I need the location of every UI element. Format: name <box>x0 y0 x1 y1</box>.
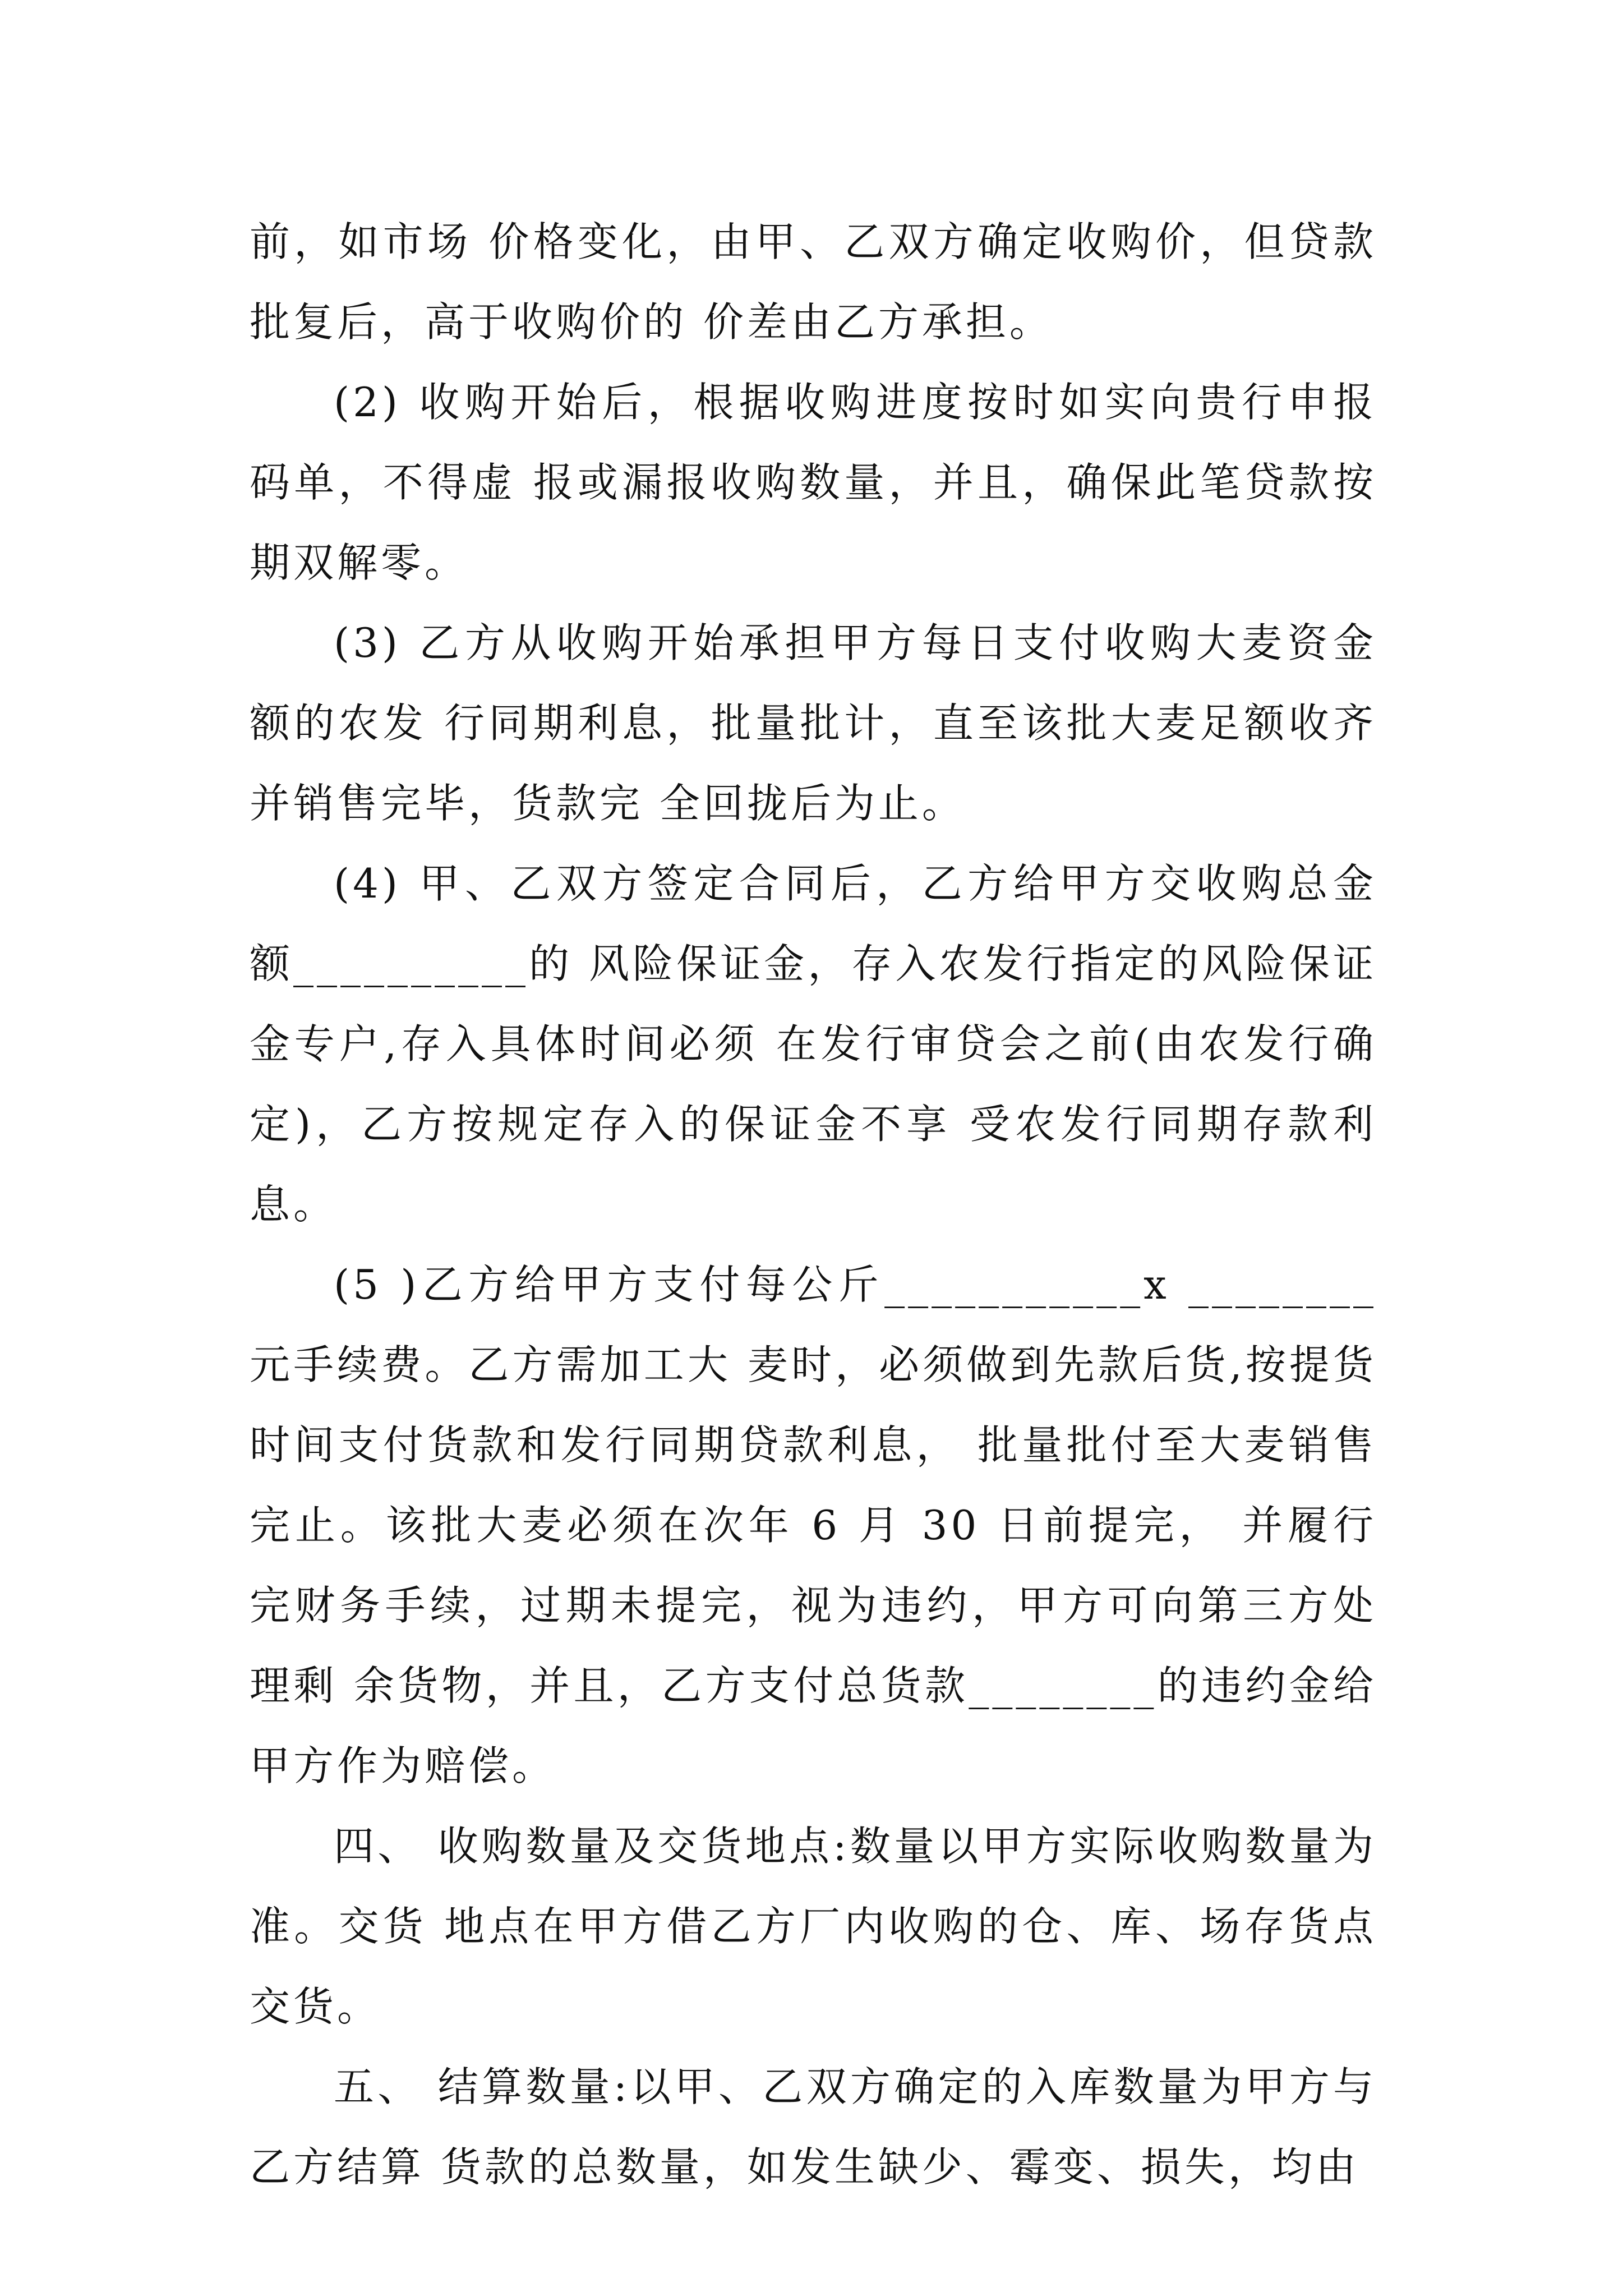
paragraph-section-4: 四、 收购数量及交货地点:数量以甲方实际收购数量为准。交货 地点在甲方借乙方厂内收购的仓、库、场存货点交货。 <box>250 1823 1377 2030</box>
paragraph-price-change: 前，如市场 价格变化，由甲、乙双方确定收购价，但贷款批复后，高于收购价的 价差由乙方承担。 <box>250 218 1377 346</box>
paragraph-clause-4: (4) 甲、乙双方签定合同后，乙方给甲方交收购总金额__________的 风险保证金，存入农发行指定的风险保证金专户,存入具体时间必须 在发行审贷会之前(由农发行确定)，乙方按规定存入的保证金不享 受农发行同期存款利息。 <box>250 860 1377 1228</box>
paragraph-section-5: 五、 结算数量:以甲、乙双方确定的入库数量为甲方与乙方结算 货款的总数量，如发生缺少、霉变、损失，均由 <box>250 2063 1377 2191</box>
paragraph-clause-3: (3) 乙方从收购开始承担甲方每日支付收购大麦资金额的农发 行同期利息，批量批计，直至该批大麦足额收齐并销售完毕，货款完 全回拢后为止。 <box>250 619 1377 827</box>
paragraph-clause-5: (5 )乙方给甲方支付每公斤___________x ________元手续费。乙方需加工大 麦时，必须做到先款后货,按提货时间支付货款和发行同期贷款利息， 批量批付至大麦销售完止。该批大麦必须在次年 6 月 30 日前提完， 并履行完财务手续，过期未提完，视为违约，甲方可向第三方处理剩 余货物，并且，乙方支付总货款________的违约金给甲方作为赔偿。 <box>250 1261 1377 1789</box>
contract-body <box>250 202 1377 2207</box>
paragraph-clause-2: (2) 收购开始后，根据收购进度按时如实向贵行申报码单，不得虚 报或漏报收购数量，并且，确保此笔贷款按期双解零。 <box>250 379 1377 586</box>
